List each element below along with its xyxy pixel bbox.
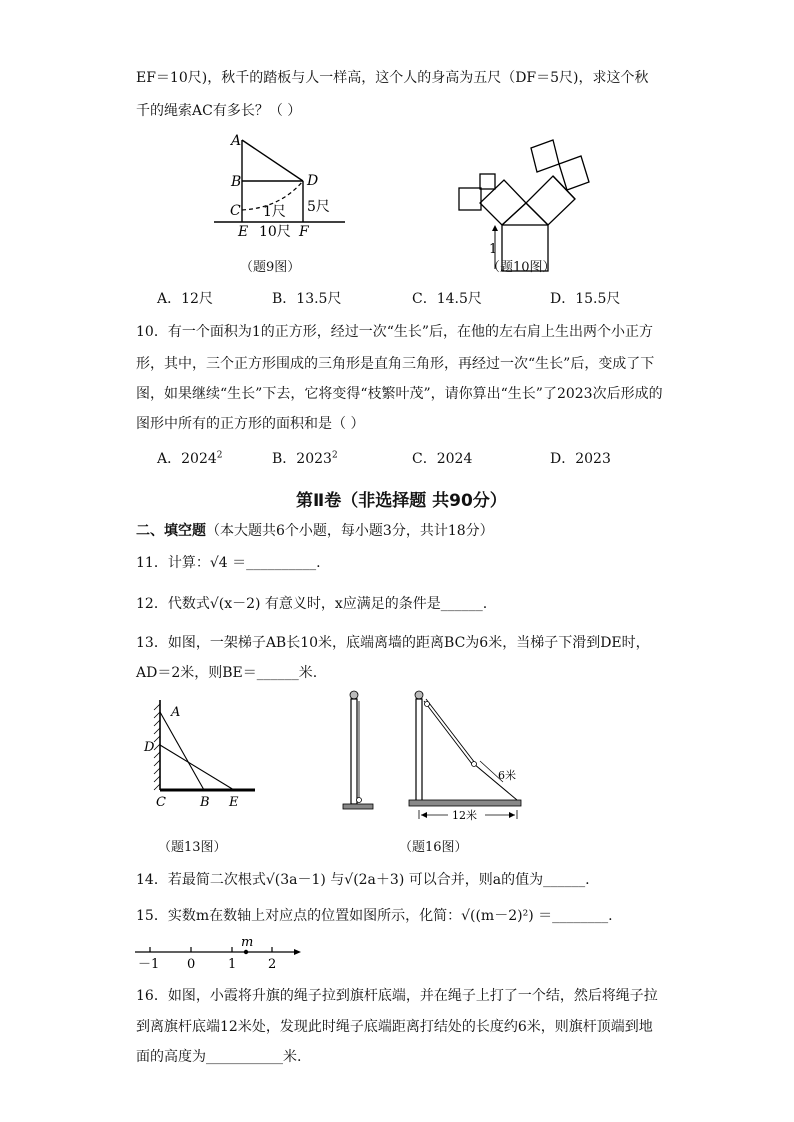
fig13-label-B: B: [200, 795, 210, 810]
fig9-label-A: A: [231, 133, 242, 149]
figure-13: [143, 692, 263, 812]
fig9-label-C: C: [230, 203, 241, 219]
q16-line3: 面的高度为___________米.: [136, 1049, 302, 1065]
fig9-label-E: E: [238, 224, 249, 238]
section-label: 二、填空题: [136, 523, 206, 539]
q9-option-b[interactable]: B．13.5尺: [272, 291, 342, 307]
figure-10: [455, 132, 615, 272]
axis-tick-1: 1: [228, 957, 237, 972]
q10-option-c[interactable]: C．2024: [412, 451, 473, 467]
fig16-label-12m: 12米: [452, 809, 477, 822]
fig13-label-E: E: [229, 795, 239, 810]
fig16-label-6m: 6米: [498, 769, 516, 782]
q9-line1: EF＝10尺)，秋千的踏板与人一样高，这个人的身高为五尺（DF＝5尺)，求这个秋: [136, 70, 649, 86]
axis-point-m: m: [241, 935, 254, 950]
fig9-label-F: F: [299, 224, 309, 238]
q9-option-d[interactable]: D．15.5尺: [550, 291, 621, 307]
axis-tick-0: 0: [187, 957, 196, 972]
fig9-label-10chi: 10尺: [259, 224, 291, 238]
axis-tick-neg1: －1: [138, 957, 160, 972]
section-fill-in: [136, 520, 494, 540]
figure-9: [205, 128, 365, 238]
q10-line3: 图，如果继续“生长”下去，它将变得“枝繁叶茂”，请你算出“生长”了2023次后形成的: [136, 386, 663, 402]
fig10-label-1: 1: [489, 242, 498, 257]
axis-tick-2: 2: [268, 957, 277, 972]
fig13-label-A: A: [171, 705, 181, 720]
part2-title: 第Ⅱ卷（非选择题 共90分）: [296, 491, 507, 511]
q16-line2: 到离旗杆底端12米处，发现此时绳子底端距离打结处的长度约6米，则旗杆顶端到地: [136, 1019, 653, 1035]
q13-line2: AD＝2米，则BE＝______米.: [136, 665, 318, 681]
fig9-caption: （题9图）: [240, 260, 301, 275]
fig13-caption: （题13图）: [158, 840, 227, 855]
q11-text: 11．计算：√4 ＝__________.: [136, 555, 321, 571]
q9-option-c[interactable]: C．14.5尺: [412, 291, 482, 307]
fig9-label-1chi: 1尺: [263, 204, 286, 220]
q9-line2: 千的绳索AC有多长？（ ）: [136, 103, 302, 119]
q12-text: 12．代数式√(x－2) 有意义时，x应满足的条件是______.: [136, 596, 488, 612]
fig13-label-D: D: [144, 740, 155, 755]
q10-line4: 图形中所有的正方形的面积和是（ ）: [136, 416, 365, 432]
q15-text: 15．实数m在数轴上对应点的位置如图所示，化简：√((m－2)²) ＝________.: [136, 908, 613, 924]
q10-line1: 10．有一个面积为1的正方形，经过一次“生长”后，在他的左右肩上生出两个小正方: [136, 324, 654, 340]
q10-option-b[interactable]: B．2023$^2$: [272, 450, 338, 467]
q10-line2: 形，其中，三个正方形围成的三角形是直角三角形，再经过一次“生长”后，变成了下: [136, 356, 655, 372]
q14-text: 14．若最简二次根式√(3a－1) 与√(2a＋3) 可以合并，则a的值为______.: [136, 872, 590, 888]
q9-option-a[interactable]: A．12尺: [157, 291, 213, 307]
fig9-label-5chi: 5尺: [307, 199, 330, 215]
fig13-label-C: C: [156, 795, 166, 810]
q16-line1: 16．如图，小霞将升旗的绳子拉到旗杆底端，并在绳子上打了一个结，然后将绳子拉: [136, 988, 658, 1004]
q13-line1: 13．如图，一架梯子AB长10米，底端离墙的距离BC为6米，当梯子下滑到DE时，: [136, 635, 650, 651]
fig9-label-B: B: [231, 174, 242, 190]
fig10-caption: （题10图）: [487, 260, 556, 275]
fig9-label-D: D: [307, 173, 319, 189]
number-line: [133, 935, 303, 975]
figure-16: [335, 688, 535, 823]
q10-option-d[interactable]: D．2023: [550, 451, 611, 467]
q10-option-a[interactable]: A．2024$^2$: [157, 450, 223, 467]
section-note: （本大题共6个小题，每小题3分，共计18分）: [206, 523, 494, 539]
fig16-caption: （题16图）: [399, 840, 468, 855]
